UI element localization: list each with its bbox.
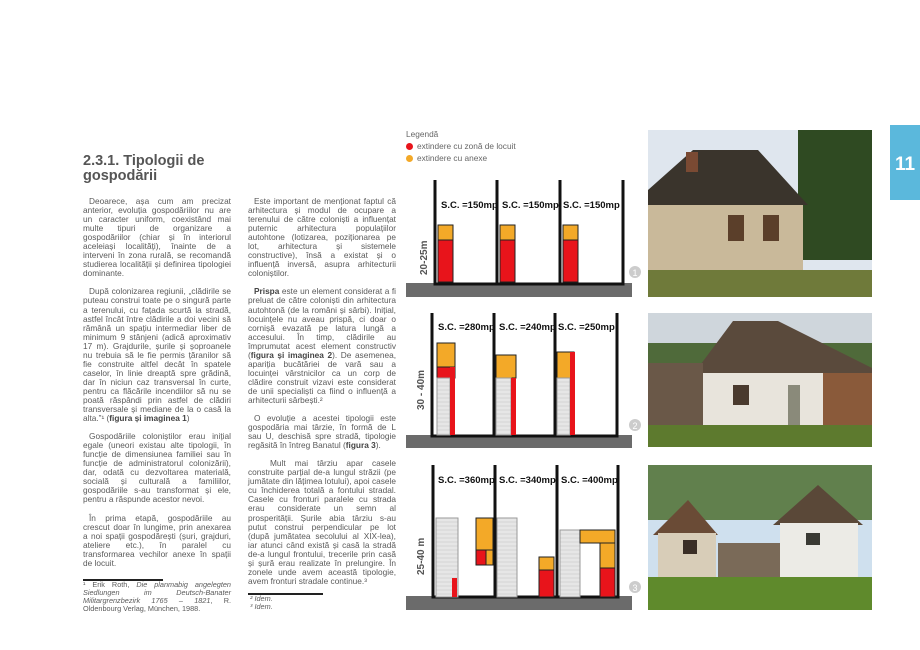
photo-house-3 [648, 465, 872, 610]
depth-label: 20-25m [419, 240, 430, 275]
depth-label: 25-40 m [416, 537, 427, 575]
buildings [436, 518, 615, 597]
figure-reference: figura și imaginea 1 [109, 413, 187, 424]
footnote-1: ¹ Erik Roth, Die planmabig angelegten Siedlungen im Deutsch-Banater Militargrenzbezirk 1765 – 1821, R. Oldenbourg Verlag, München, 1988. [83, 580, 232, 613]
area-label: S.C. =400mp [561, 475, 618, 486]
paragraph: Gospodăriile coloniștilor erau inițial egale (uneori existau alte tipologii, în funcție de dimensiunea familiei sau în funcție de administratorul colonizării), dar, odată cu dezvoltarea materială, socială și culturală a familiilor, gospodăriile s-au transformat și ele, pentru a răspunde acestor nevoi. [83, 431, 231, 505]
paragraph: Deoarece, așa cum am precizat anterior, evoluția gospodăriilor nu are un caracter uniform, coexistând mai multe tipuri de organizare a gospodăriilor (chiar și în interiorul aceleiași localități), înainte de a interveni în zona rurală, se recomandă studierea localității și definirea tipologiei dominante. [83, 196, 231, 279]
photo-house-1 [648, 130, 872, 297]
area-label: S.C. =240mp [499, 322, 556, 333]
paragraph: Mult mai târziu apar casele construite parțial de-a lungul străzii (pe jumătate din lățimea lotului), apoi casele cu închiderea totală a fontului stradal. Casele cu fronturi paralele cu strada erau considerate un semn al prosperității. Șurile abia târziu s-au putut construi perpendicular pe lot (după jumătatea secolului al XIX-lea), iar atunci când există și casă la stradă de-a lungul frontului, trecerile prin casă și șură erau realizate în prelungire. În zonele unde avem această tipologie, avem fronturi stradale continue.³ [248, 458, 396, 586]
figure-reference: figura și imaginea 2 [250, 349, 333, 360]
paragraph: Este important de menționat faptul că arhitectura și modul de ocupare a terenului de către coloniști a influențat puternic arhitectura populațiilor autohtone (lotizarea, poziționarea pe lot, arhitectura și sistemele constructive), însă a existat și o influență inversă, asupra arhitecturii coloniștilor. [248, 196, 396, 279]
paragraph: În prima etapă, gospodăriile au crescut doar în lungime, prin anexarea a noi spații gospodărești (șuri, grajduri, ateliere etc.), în paralel cu transformarea vechilor anexe în spații de locuit. [83, 512, 231, 568]
figure-reference: figura 3 [345, 440, 376, 451]
buildings [438, 225, 578, 282]
paragraph: O evoluție a acestei tipologii este gospodăria mai târzie, în formă de L sau U, deschisă spre stradă, tipologie regăsită în întreg Banatul (figura 3). [248, 413, 396, 451]
legend-item-annex: extindere cu anexe [406, 152, 516, 164]
legend-title: Legendă [406, 129, 439, 139]
svg-text:3: 3 [632, 583, 638, 593]
svg-text:1: 1 [632, 268, 638, 278]
lot-walls [435, 180, 623, 284]
page-number-tab: 11 [890, 125, 920, 200]
area-label: S.C. =340mp [499, 475, 556, 486]
figure-1 [406, 180, 641, 297]
area-label: S.C. =150mp [502, 200, 559, 211]
section-title: 2.3.1. Tipologii de gospodării [83, 153, 205, 184]
legend-item-living: extindere cu zonă de locuit [406, 140, 516, 152]
area-label: S.C. =250mp [558, 322, 615, 333]
paragraph: După colonizarea regiunii, „clădirile se puteau construi toate pe o singură parte a terenului, cu fațada scurtă la stradă, astfel încât între clădirile a doi vecini să rămână un spațiu intermediar liber de minimum 9 stânjeni (adică aproximativ 17 m). Grajdurile, șurile și șoproanele nu trebuia să le fie permis țăranilor să fie construite altfel decât în spatele caselor, în linie dreaptă spre grădină, dar în niciun caz transversal în curte, pentru ca flăcările incendiilor să nu se poată răspândi prin astfel de clădiri transversale și mediane de la o casă la alta.”¹ (figura și imaginea 1) [83, 286, 231, 424]
figure-2 [406, 313, 641, 448]
photo-house-2 [648, 313, 872, 447]
paragraph: Prispa este un element considerat a fi preluat de către coloniști din arhitectura autohtonă (de la români și sârbi). Inițial, locuințele nu aveau prispă, ci doar o cornișă evazată pe latura lungă a accesului. În timp, clădirile au împrumutat acest element constructiv (figura și imaginea 2). De asemenea, apariția bucătăriei de vară sau a locuinței vârstnicilor ca un corp de clădire construit vizavi este considerat de unii specialiști ca fiind o influență a arhitecturii sârbești.² [248, 286, 396, 405]
depth-label: 30 - 40m [416, 369, 427, 410]
area-label: S.C. =150mp [563, 200, 620, 211]
area-label: S.C. =150mp [441, 200, 498, 211]
figure-3 [406, 465, 641, 610]
area-label: S.C. =280mp [438, 322, 495, 333]
area-label: S.C. =360mp [438, 475, 495, 486]
footnotes-2-3: ² Idem. ³ Idem. [250, 594, 273, 611]
svg-text:2: 2 [632, 421, 638, 431]
